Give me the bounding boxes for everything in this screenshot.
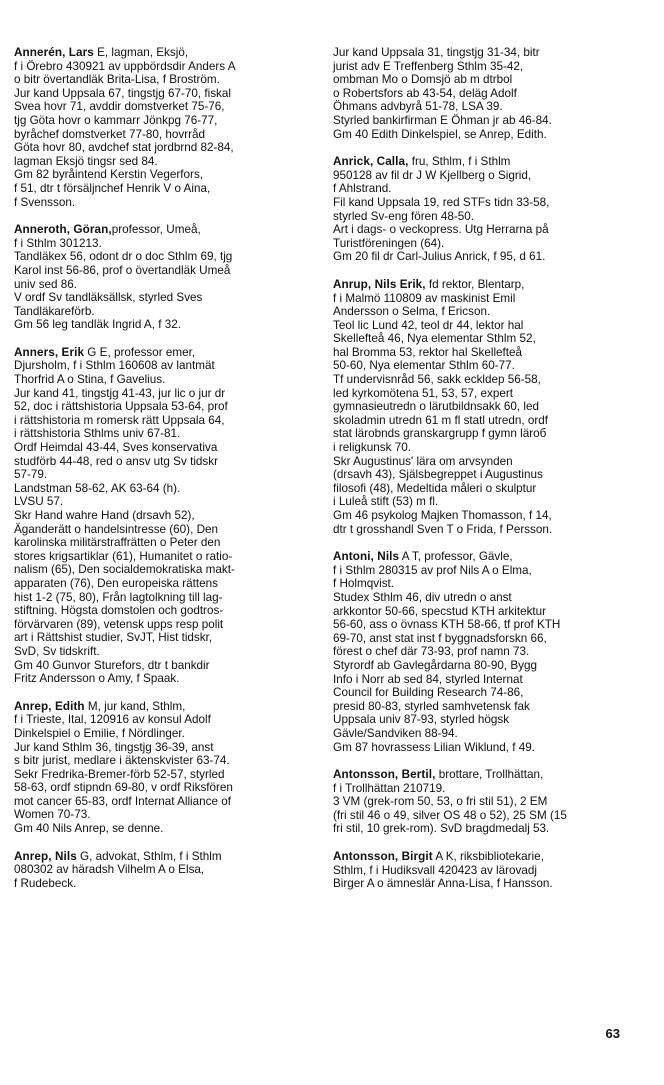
entry-text: Dinkelspiel o Emilie, f Nördlinger. <box>14 726 185 740</box>
entry-line <box>333 305 633 319</box>
entry-line <box>14 877 312 891</box>
entry-name: Anrep, Nils <box>14 849 77 863</box>
entry-name: Anneroth, Göran, <box>14 223 112 237</box>
entry-name: Annerén, Lars <box>14 46 94 59</box>
entry-name: Anrick, Calla, <box>333 155 409 169</box>
entry-text: hist 1-2 (75, 80), Från lagtolkning till lag- <box>14 590 223 604</box>
entry-text: Skr Augustinus' lära om arvsynden <box>333 454 513 468</box>
entry-line <box>14 60 312 74</box>
entry-text: Tandläkex 56, odont dr o doc Sthlm 69, tjg <box>14 250 233 264</box>
entry-line <box>333 278 633 292</box>
entry-line <box>14 768 312 782</box>
entry-text: fd rektor, Blentarp, <box>425 277 525 291</box>
entry-text: hal Bromma 53, rektor hal Skellefteå <box>333 345 523 359</box>
entry-text: o Robertsfors ab 43-54, deläg Adolf <box>333 86 517 100</box>
entry-text: A K, riksbibliotekarie, <box>432 850 544 864</box>
entry-text: dtr t grosshandl Sven T o Frida, f Persson. <box>333 522 553 536</box>
entry-text: Thorfrid A o Stina, f Gavelius. <box>14 373 166 387</box>
entry-text: gymnasieutredn o lärutbildnsakk 60, led <box>333 400 539 414</box>
entry-line <box>14 291 312 305</box>
entry-text: Birger A o ämneslär Anna-Lisa, f Hansson. <box>333 877 553 891</box>
entry-line <box>14 713 312 727</box>
biography-entry <box>333 46 633 141</box>
entry-text: f i Sthlm 280315 av prof Nils A o Elma, <box>333 563 532 577</box>
entry-line <box>333 864 633 878</box>
entry-line <box>14 850 312 864</box>
entry-line <box>333 223 633 237</box>
entry-line <box>333 523 633 537</box>
entry-line <box>14 808 312 822</box>
left-column <box>14 46 312 904</box>
entry-text: 69-70, anst stat inst f byggnadsforskn 66, <box>333 631 547 645</box>
entry-name: Anrup, Nils Erik, <box>333 277 426 291</box>
entry-line <box>14 781 312 795</box>
entry-text: Jur kand Sthlm 36, tingstjg 36-39, anst <box>14 740 214 754</box>
entry-text: professor, Umeå, <box>111 223 201 237</box>
entry-text: f 51, dtr t försäljnchef Henrik V o Aina, <box>14 181 211 195</box>
entry-text: Jur kand Uppsala 31, tingstjg 31-34, bitr <box>333 46 540 59</box>
entry-line <box>333 441 633 455</box>
entry-text: i Luleå stift (53) m fl. <box>333 495 439 509</box>
entry-line <box>14 754 312 768</box>
entry-line <box>333 482 633 496</box>
entry-line <box>14 645 312 659</box>
entry-line <box>333 727 633 741</box>
entry-text: Gm 87 hovrassess Lilian Wiklund, f 49. <box>333 740 536 754</box>
entry-text: Göta hovr 80, avdchef stat jordbrnd 82-84, <box>14 141 234 155</box>
entry-line <box>14 577 312 591</box>
entry-line <box>333 414 633 428</box>
entry-line <box>333 550 633 564</box>
entry-text: Sekr Fredrika-Bremer-förb 52-57, styrled <box>14 767 225 781</box>
entry-text: Andersson o Selma, f Ericson. <box>333 305 491 319</box>
entry-text: 57-79. <box>14 468 48 482</box>
entry-line <box>14 863 312 877</box>
entry-text: Gävle/Sandviken 88-94. <box>333 726 458 740</box>
entry-text: E, lagman, Eksjö, <box>93 46 189 59</box>
entry-text: 58-63, ordf stipndn 69-80, v ordf Riksfören <box>14 781 233 795</box>
entry-name: Antonsson, Bertil, <box>333 768 436 782</box>
entry-line <box>333 768 633 782</box>
entry-line <box>14 727 312 741</box>
entry-line <box>333 427 633 441</box>
entry-line <box>14 359 312 373</box>
entry-text: 56-60, ass o övnass KTH 58-66, tf prof KTH <box>333 618 561 632</box>
entry-text: f i Örebro 430921 av uppbördsdir Anders A <box>14 59 236 73</box>
entry-text: f i Sthlm 301213. <box>14 236 102 250</box>
entry-line <box>333 292 633 306</box>
entry-line <box>333 822 633 836</box>
entry-text: Styrled bankirfirman E Öhman jr ab 46-84. <box>333 113 552 127</box>
entry-text: i religkunsk 70. <box>333 441 411 455</box>
entry-line <box>14 250 312 264</box>
entry-line <box>14 182 312 196</box>
biography-entry <box>333 768 633 836</box>
entry-line <box>333 155 633 169</box>
entry-text: Fritz Andersson o Amy, f Spaak. <box>14 672 180 686</box>
entry-text: LVSU 57. <box>14 495 64 509</box>
entry-line <box>14 795 312 809</box>
entry-text: Art i dags- o veckopress. Utg Herrarna på <box>333 223 549 237</box>
entry-line <box>14 550 312 564</box>
entry-line <box>14 523 312 537</box>
entry-line <box>333 645 633 659</box>
entry-line <box>333 346 633 360</box>
entry-text: Tandläkareförb. <box>14 304 95 318</box>
entry-text: o bitr övertandläk Brita-Lisa, f Broström. <box>14 73 220 87</box>
entry-line <box>333 741 633 755</box>
entry-text: presid 80-83, styrled samhvetensk fak <box>333 699 530 713</box>
entry-line <box>333 468 633 482</box>
entry-line <box>333 182 633 196</box>
entry-text: Karol inst 56-86, prof o övertandläk Umeå <box>14 263 231 277</box>
entry-line <box>333 591 633 605</box>
entry-line <box>14 373 312 387</box>
entry-text: 52, doc i rättshistoria Uppsala 53-64, prof <box>14 400 228 414</box>
entry-line <box>14 468 312 482</box>
entry-text: Tf undervisnråd 56, sakk eckldep 56-58, <box>333 373 541 387</box>
entry-text: arkkontor 50-66, specstud KTH arkitektur <box>333 604 547 618</box>
entry-text: 3 VM (grek-rom 50, 53, o fri stil 51), 2 EM <box>333 795 548 809</box>
entry-line <box>333 128 633 142</box>
entry-text: lagman Eksjö tingsr sed 84. <box>14 154 158 168</box>
entry-line <box>333 359 633 373</box>
entry-text: Council for Building Research 74-86, <box>333 686 524 700</box>
entry-text: Gm 40 Gunvor Sturefors, dtr t bankdir <box>14 658 210 672</box>
entry-line <box>333 114 633 128</box>
entry-text: Styrordf ab Gavlegårdarna 80-90, Bygg <box>333 658 538 672</box>
entry-text: f Rudebeck. <box>14 876 77 890</box>
entry-text: Jur kand 41, tingstjg 41-43, jur lic o jur dr <box>14 386 226 400</box>
entry-line <box>333 210 633 224</box>
entry-text: Teol lic Lund 42, teol dr 44, lektor hal <box>333 318 524 332</box>
entry-line <box>14 196 312 210</box>
entry-line <box>14 659 312 673</box>
entry-line <box>333 73 633 87</box>
entry-text: Svea hovr 71, avddir domstverket 75-76, <box>14 100 225 114</box>
entry-line <box>14 604 312 618</box>
entry-text: (fri stil 46 o 49, silver OS 48 o 52), 25 SM (15 <box>333 808 567 822</box>
entry-text: f i Trieste, Ital, 120916 av konsul Adolf <box>14 713 211 727</box>
entry-line <box>333 605 633 619</box>
entry-line <box>333 673 633 687</box>
entry-line <box>14 591 312 605</box>
entry-text: Öhmans advbyrå 51-78, LSA 39. <box>333 100 503 114</box>
entry-text: Uppsala univ 87-93, styrled högsk <box>333 713 510 727</box>
entry-text: A T, professor, Gävle, <box>399 550 513 564</box>
entry-line <box>14 46 312 60</box>
entry-text: styrled Sv-eng fören 48-50. <box>333 209 474 223</box>
entry-line <box>333 332 633 346</box>
entry-text: SvD, Sv tidskrift. <box>14 644 100 658</box>
entry-text: skoladmin utredn 61 m fl statl utredn, ordf <box>333 413 549 427</box>
entry-line <box>333 564 633 578</box>
entry-text: Gm 40 Nils Anrep, se denne. <box>14 822 164 836</box>
entry-text: G, advokat, Sthlm, f i Sthlm <box>76 849 222 863</box>
entry-text: i rättshistoria Sthlms univ 67-81. <box>14 427 181 441</box>
entry-line <box>333 455 633 469</box>
entry-line <box>14 563 312 577</box>
entry-line <box>14 128 312 142</box>
biography-entry <box>14 223 312 332</box>
entry-text: i rättshistoria m romersk rätt Uppsala 64, <box>14 413 225 427</box>
entry-text: Äganderätt o handelsintresse (60), Den <box>14 522 219 536</box>
biography-entry <box>14 850 312 891</box>
entry-line <box>14 455 312 469</box>
entry-line <box>333 319 633 333</box>
biography-entry <box>333 550 633 754</box>
entry-line <box>14 264 312 278</box>
entry-text: Gm 82 byråintend Kerstin Vegerfors, <box>14 168 204 182</box>
entry-text: brottare, Trollhättan, <box>435 768 544 782</box>
entry-text: Ordf Heimdal 43-44, Sves konservativa <box>14 441 218 455</box>
entry-text: Landstman 58-62, AK 63-64 (h). <box>14 481 181 495</box>
entry-text: s bitr jurist, medlare i äktenskvister 63-74. <box>14 754 230 768</box>
entry-name: Antonsson, Birgit <box>333 850 433 864</box>
entry-line <box>333 387 633 401</box>
page-number: 63 <box>605 1026 620 1041</box>
entry-text: förvärvaren (89), vetensk upps resp polit <box>14 617 224 631</box>
entry-line <box>333 169 633 183</box>
entry-text: fru, Sthlm, f i Sthlm <box>408 155 511 169</box>
entry-line <box>14 387 312 401</box>
entry-text: M, jur kand, Sthlm, <box>84 699 186 713</box>
entry-text: studförb 44-48, red o ansv utg Sv tidskr <box>14 454 218 468</box>
entry-line <box>14 73 312 87</box>
entry-text: f Ahlstrand. <box>333 182 392 196</box>
entry-line <box>14 536 312 550</box>
entry-line <box>333 809 633 823</box>
entry-text: f i Malmö 110809 av maskinist Emil <box>333 291 516 305</box>
entry-text: ombman Mo o Domsjö ab m dtrbol <box>333 73 513 87</box>
entry-text: art i Rättshist studier, SvJT, Hist tidskr, <box>14 631 213 645</box>
entry-text: stiftning. Högsta domstolen och godtros- <box>14 604 224 618</box>
entry-line <box>14 155 312 169</box>
entry-text: 50-60, Nya elementar Sthlm 60-77. <box>333 359 515 373</box>
entry-text: 080302 av häradsh Vilhelm A o Elsa, <box>14 863 205 877</box>
entry-text: tjg Göta hovr o kammarr Jönkpg 76-77, <box>14 113 218 127</box>
entry-line <box>333 577 633 591</box>
entry-text: Djursholm, f i Sthlm 160608 av lantmät <box>14 359 215 373</box>
entry-line <box>333 60 633 74</box>
biography-entry <box>14 700 312 836</box>
entry-line <box>333 850 633 864</box>
entry-line <box>14 141 312 155</box>
entry-text: Gm 56 leg tandläk Ingrid A, f 32. <box>14 318 181 332</box>
entry-line <box>14 278 312 292</box>
entry-text: Gm 20 fil dr Carl-Julius Anrick, f 95, d 61. <box>333 250 546 264</box>
entry-line <box>14 87 312 101</box>
entry-line <box>14 400 312 414</box>
entry-line <box>333 782 633 796</box>
entry-line <box>14 346 312 360</box>
entry-name: Anrep, Edith <box>14 699 85 713</box>
entry-line <box>333 509 633 523</box>
entry-text: Studex Sthlm 46, div utredn o anst <box>333 590 512 604</box>
entry-line <box>333 877 633 891</box>
entry-line <box>333 87 633 101</box>
entry-text: apparaten (76), Den europeiska rättens <box>14 576 219 590</box>
entry-line <box>14 631 312 645</box>
biography-entry <box>333 850 633 891</box>
entry-line <box>14 114 312 128</box>
entry-name: Anners, Erik <box>14 345 85 359</box>
entry-line <box>14 414 312 428</box>
entry-text: univ sed 86. <box>14 277 78 291</box>
entry-line <box>14 168 312 182</box>
entry-line <box>333 659 633 673</box>
entry-line <box>14 700 312 714</box>
entry-text: Women 70-73. <box>14 808 91 822</box>
entry-text: jurist adv E Treffenberg Sthlm 35-42, <box>333 59 524 73</box>
entry-line <box>333 713 633 727</box>
entry-line <box>333 700 633 714</box>
entry-text: led kyrkomötena 51, 53, 57, expert <box>333 386 513 400</box>
entry-text: (drsavh 43), Själsbegreppet i Augustinus <box>333 468 543 482</box>
entry-line <box>14 495 312 509</box>
entry-line <box>14 509 312 523</box>
entry-line <box>333 46 633 60</box>
entry-text: Gm 40 Edith Dinkelspiel, se Anrep, Edith. <box>333 127 547 141</box>
entry-line <box>14 223 312 237</box>
entry-line <box>333 632 633 646</box>
entry-line <box>14 305 312 319</box>
entry-line <box>333 686 633 700</box>
entry-line <box>333 373 633 387</box>
entry-line <box>14 618 312 632</box>
entry-text: mot cancer 65-83, ordf Internat Alliance of <box>14 794 231 808</box>
entry-line <box>14 441 312 455</box>
entry-text: byråchef domstverket 77-80, hovrråd <box>14 127 205 141</box>
entry-text: Sthlm, f i Hudiksvall 420423 av lärovadj <box>333 863 537 877</box>
entry-line <box>333 250 633 264</box>
entry-text: stores krigsartiklar (61), Humanitet o ratio- <box>14 549 233 563</box>
entry-line <box>14 741 312 755</box>
biography-entry <box>333 155 633 264</box>
entry-line <box>333 196 633 210</box>
entry-text: f Holmqvist. <box>333 577 395 591</box>
entry-line <box>14 672 312 686</box>
entry-text: Jur kand Uppsala 67, tingstjg 67-70, fiskal <box>14 86 231 100</box>
entry-text: Gm 46 psykolog Majken Thomasson, f 14, <box>333 509 552 522</box>
entry-line <box>333 400 633 414</box>
entry-line <box>333 100 633 114</box>
entry-text: stat lärobnds granskargrupp f gymn läroб <box>333 427 547 441</box>
entry-line <box>14 482 312 496</box>
entry-text: Skellefteå 46, Nya elementar Sthlm 52, <box>333 332 536 346</box>
entry-text: G E, professor emer, <box>84 345 196 359</box>
entry-text: Turistföreningen (64). <box>333 236 445 250</box>
entry-line <box>333 237 633 251</box>
entry-line <box>14 427 312 441</box>
entry-line <box>333 495 633 509</box>
entry-line <box>14 100 312 114</box>
entry-text: Skr Hand wahre Hand (drsavh 52), <box>14 509 195 522</box>
right-column <box>333 46 633 905</box>
biography-entry <box>14 346 312 686</box>
entry-text: Info i Norr ab sed 84, styrled Internat <box>333 672 523 686</box>
entry-text: f i Trollhättan 210719. <box>333 781 446 795</box>
entry-line <box>14 822 312 836</box>
entry-text: f Svensson. <box>14 195 76 209</box>
entry-text: Fil kand Uppsala 19, red STFs tidn 33-58, <box>333 195 550 209</box>
entry-text: V ordf Sv tandläksällsk, styrled Sves <box>14 291 203 305</box>
entry-text: 950128 av fil dr J W Kjellberg o Sigrid, <box>333 168 532 182</box>
entry-name: Antoni, Nils <box>333 550 400 564</box>
entry-text: fri stil, 10 grek-rom). SvD bragdmedalj 53. <box>333 822 550 836</box>
entry-text: förest o chef där 73-93, prof namn 73. <box>333 645 530 659</box>
entry-line <box>14 318 312 332</box>
entry-line <box>333 618 633 632</box>
biography-entry <box>14 46 312 209</box>
entry-text: filosofi (48), Medeltida måleri o skulptur <box>333 481 537 495</box>
entry-text: karolinska militärstraffrätten o Peter den <box>14 536 221 550</box>
entry-text: nalism (65), Den socialdemokratiska makt- <box>14 563 235 577</box>
entry-line <box>333 795 633 809</box>
biography-entry <box>333 278 633 536</box>
entry-line <box>14 237 312 251</box>
